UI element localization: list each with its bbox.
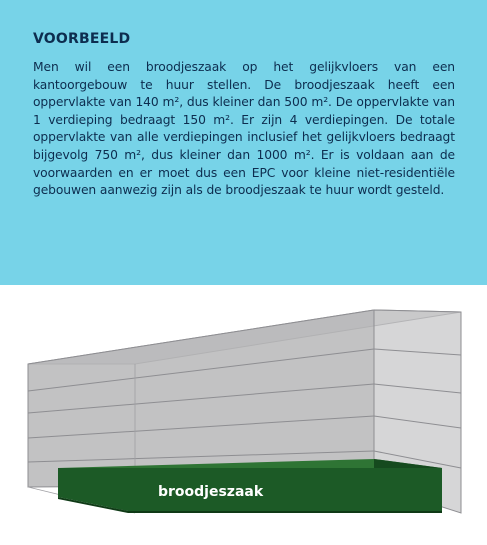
example-title: VOORBEELD [33, 31, 131, 47]
building-illustration [0, 285, 487, 545]
shop-label: broodjeszaak [158, 484, 264, 500]
example-body: Men wil een broodjeszaak op het gelijkvloers van een kantoorgebouw te huur stellen. De broodjeszaak heeft een oppervlakte van 140 m², dus kleiner dan 500 m². De oppervlakte van 1 verdieping bedraagt 150 m². Er zijn 4 verdiepingen. De totale oppervlakte van alle verdiepingen inclusief het gelijkvloers bedraagt bijgevolg 750 m², dus kleiner dan 1000 m². Er is voldaan aan de voorwaarden en er moet dus een EPC voor kleine niet-residentiële gebouwen aanwezig zijn als de broodjeszaak te huur wordt gesteld. [33, 60, 455, 198]
building-svg [0, 285, 487, 545]
